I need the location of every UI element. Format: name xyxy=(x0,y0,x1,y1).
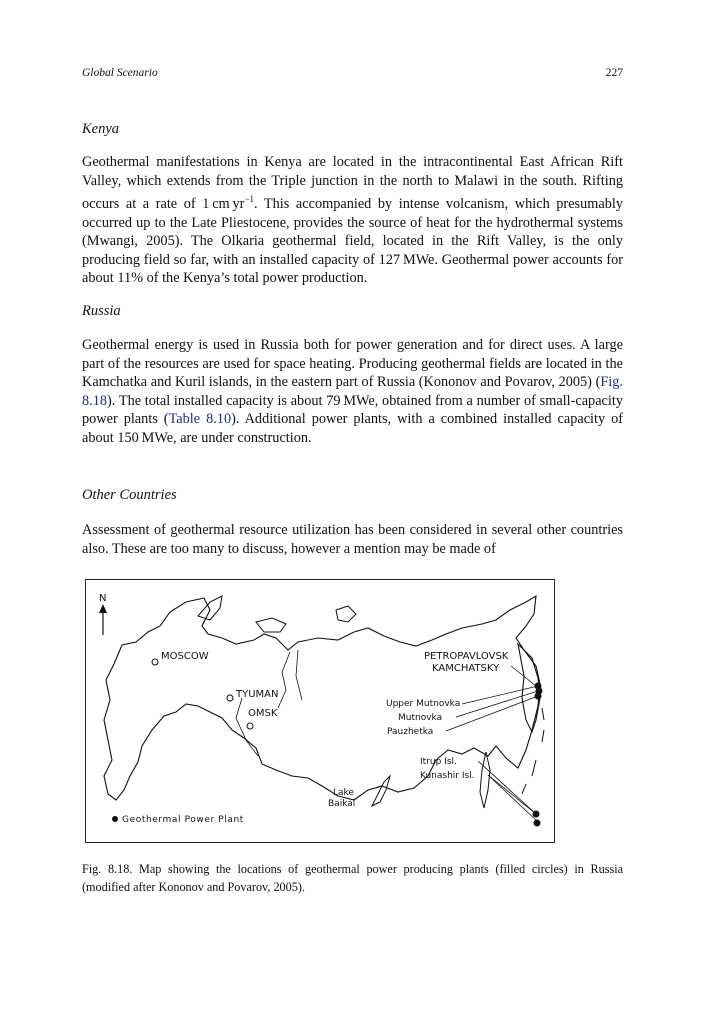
kenya-text-2: . This accompanied by intense volcanism, which presumably occurred up to the Late Pliestocene, provides the source of heat for the hydrothermal systems (Mwangi, 2005). The Olkaria geothermal field, located in the Rift Valley, is the only producing field so far, with an installed capacity of 127 MWe. Geothermal power accounts for about 11% of the Kenya’s total power production. xyxy=(82,195,623,287)
section-heading-kenya: Kenya xyxy=(82,121,120,137)
section-heading-russia: Russia xyxy=(82,303,121,319)
paragraph-russia xyxy=(82,336,623,448)
city-tyuman: TYUMAN xyxy=(236,689,279,700)
north-arrowhead-icon xyxy=(99,604,107,613)
figure-map-box xyxy=(85,579,555,843)
plant-pauzhetka: Pauzhetka xyxy=(387,727,434,737)
russia-map xyxy=(86,580,556,844)
legend-marker-icon xyxy=(112,816,118,822)
paragraph-other: Assessment of geothermal resource utilization has been considered in several other countries also. These are too many to discuss, however a mention may be made of xyxy=(82,522,623,557)
novaya-zemlya xyxy=(198,596,222,620)
running-title: Global Scenario xyxy=(82,67,158,79)
sakhalin-island xyxy=(480,752,490,808)
russia-text-2: ). The total installed capacity is about 79 MWe, obtained from a number of small-capacity power plants ( xyxy=(82,392,623,428)
plant-marker-icon xyxy=(533,811,540,818)
figure-reference-link[interactable]: Fig. 8.18 xyxy=(82,374,623,409)
russia-outline xyxy=(104,596,540,800)
arctic-islands xyxy=(256,606,356,632)
plant-itrup: Itrup Isl. xyxy=(420,757,457,767)
section-heading-other: Other Countries xyxy=(82,487,177,503)
rivers xyxy=(236,650,302,756)
lake-label-1: Lake xyxy=(333,788,354,798)
legend-label: Geothermal Power Plant xyxy=(122,815,244,825)
city-petropavlovsk: PETROPAVLOVSK xyxy=(424,651,509,662)
city-omsk: OMSK xyxy=(248,708,278,719)
city-moscow: MOSCOW xyxy=(161,651,209,662)
lake-label-2: Baikal xyxy=(328,799,356,809)
tyuman-marker-icon xyxy=(227,695,233,701)
figure-caption: Fig. 8.18. Map showing the locations of geothermal power producing plants (filled circles) in Russia (modified after Kononov and Povarov, 2005). xyxy=(82,862,623,894)
kenya-text-1: Geothermal manifestations in Kenya are located in the intracontinental East African Rift Valley, which extends from the Triple junction in the north to Malawi in the south. Rifting occurs at a rate of 1 cm yr xyxy=(82,154,623,212)
plant-mutnovka: Mutnovka xyxy=(398,713,443,723)
page-number: 227 xyxy=(605,67,623,79)
plant-upper-mutnovka: Upper Mutnovka xyxy=(386,699,461,709)
city-kamchatsky: KAMCHATSKY xyxy=(432,663,500,674)
plant-kunashir: Kunashir Isl. xyxy=(420,771,475,781)
table-reference-link[interactable]: Table 8.10 xyxy=(168,411,232,428)
north-label: N xyxy=(99,593,107,604)
moscow-marker-icon xyxy=(152,659,158,665)
paragraph-kenya xyxy=(82,153,623,288)
russia-text-3: ). Additional power plants, with a combined installed capacity of about 150 MWe, are under construction. xyxy=(82,411,623,446)
plant-marker-icon xyxy=(534,820,541,827)
running-head xyxy=(82,67,623,79)
omsk-marker-icon xyxy=(247,723,253,729)
kenya-superscript: −1 xyxy=(244,194,255,205)
plant-marker-icon xyxy=(535,693,542,700)
lake-baikal-shape xyxy=(372,776,390,806)
russia-text-1: Geothermal energy is used in Russia both for power generation and for direct uses. A large part of the resources are used for space heating. Producing geothermal fields are located in the Kamchatka and Kuril islands, in the eastern part of Russia (Kononov and Povarov, 2005) ( xyxy=(82,337,623,391)
